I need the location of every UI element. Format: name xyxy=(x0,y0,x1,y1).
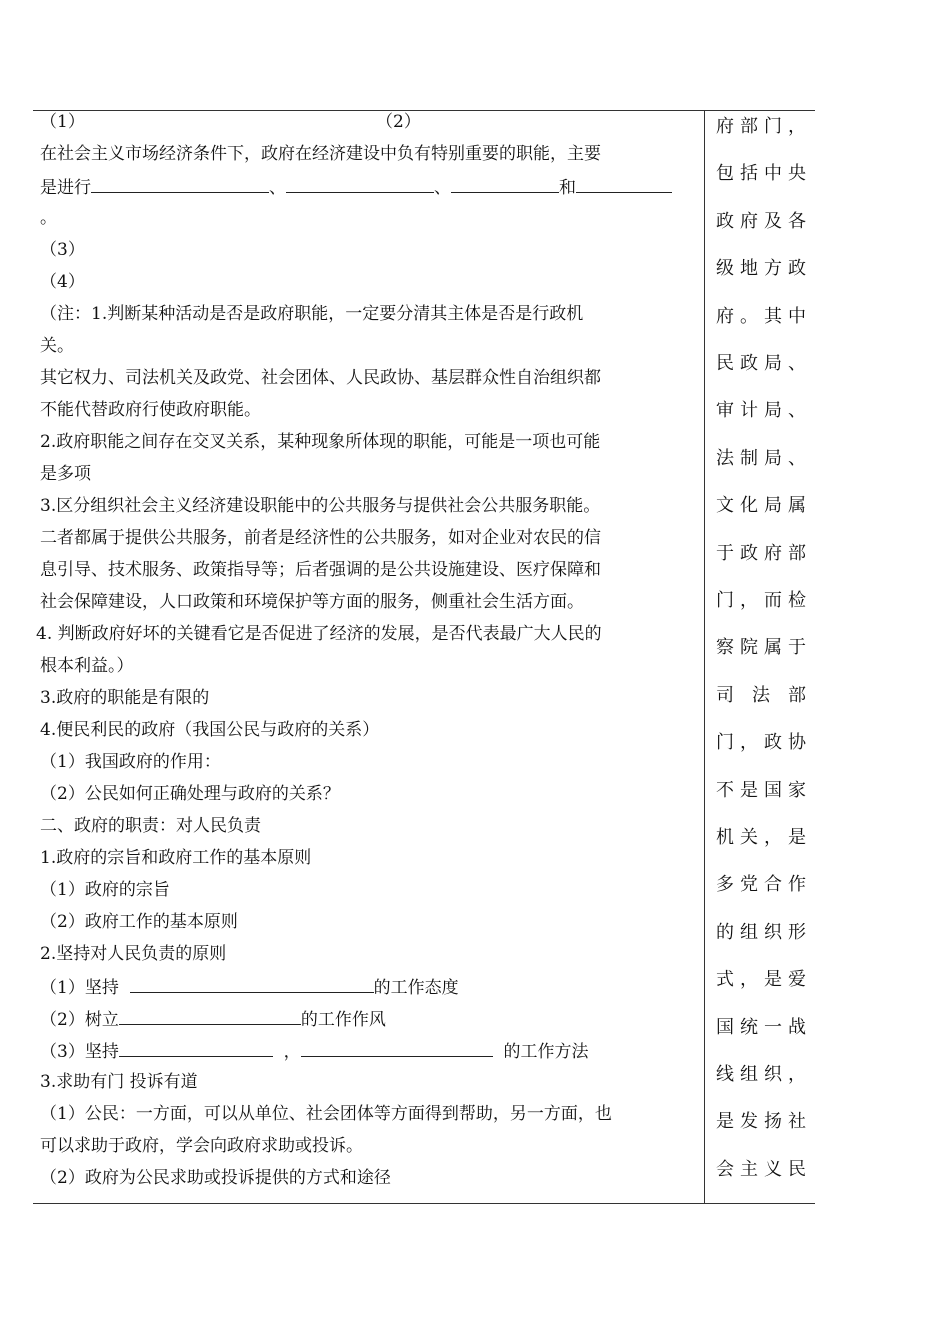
side-note-line: 国 统 一 战 xyxy=(716,1016,806,1038)
text-line: 4. 判断政府好坏的关键看它是否促进了经济的发展，是否代表最广大人民的 xyxy=(36,624,602,644)
text-line: 其它权力、司法机关及政党、社会团体、人民政协、基层群众性自治组织都 xyxy=(40,368,601,388)
fill-blank[interactable] xyxy=(130,974,374,993)
text-line: 在社会主义市场经济条件下，政府在经济建设中负有特别重要的职能，主要 xyxy=(40,144,601,164)
side-note-line: 式 ， 是 爱 xyxy=(716,969,806,991)
column-divider xyxy=(704,110,705,1204)
text-segment: 、 xyxy=(269,178,286,198)
text-line: 3.求助有门 投诉有道 xyxy=(40,1072,198,1092)
fill-blank[interactable] xyxy=(576,174,672,193)
side-note-line: 法 制 局 、 xyxy=(716,447,806,469)
fill-blank[interactable] xyxy=(119,1006,301,1025)
fill-blank[interactable] xyxy=(301,1038,493,1057)
text-line: 可以求助于政府，学会向政府求助或投诉。 xyxy=(40,1136,363,1156)
text-line: （4） xyxy=(40,272,85,292)
text-segment: 、 xyxy=(434,178,451,198)
text-line: 3.政府的职能是有限的 xyxy=(40,688,210,708)
text-line: （3） xyxy=(40,240,85,260)
side-note-line: 不 是 国 家 xyxy=(716,779,806,801)
text-line: 关。 xyxy=(40,336,74,356)
text-line: 2.政府职能之间存在交叉关系，某种现象所体现的职能，可能是一项也可能 xyxy=(40,432,601,452)
side-note-line: 的 组 织 形 xyxy=(716,921,806,943)
text-line: 根本利益。） xyxy=(40,656,134,676)
side-note-line: 府 部 门 ， xyxy=(716,116,806,137)
text-segment: 的工作方法 xyxy=(503,1042,589,1062)
side-note-line: 机 关 ， 是 xyxy=(716,827,806,848)
fill-blank-line xyxy=(40,1038,588,1062)
text-segment: 和 xyxy=(559,178,576,198)
fill-blank[interactable] xyxy=(451,174,559,193)
side-note-line: 级 地 方 政 xyxy=(716,258,806,280)
side-note-line: 线 组 织 ， xyxy=(716,1064,806,1085)
text-line: （2）政府工作的基本原则 xyxy=(40,912,238,932)
fill-blank-line xyxy=(40,174,672,198)
text-segment: 的工作作风 xyxy=(300,1010,386,1030)
side-note-line: 门 ， 政 协 xyxy=(716,732,806,754)
text-line: 是多项 xyxy=(40,464,91,484)
side-note-line: 门 ， 而 检 xyxy=(716,590,806,611)
text-line: （1）我国政府的作用： xyxy=(40,752,221,772)
text-segment: （1）坚持 xyxy=(40,978,119,998)
text-line: （2）公民如何正确处理与政府的关系？ xyxy=(40,784,340,804)
fill-blank[interactable] xyxy=(91,174,269,193)
text-line xyxy=(40,110,421,134)
text-segment: （3）坚持 xyxy=(40,1042,119,1062)
side-note-line: 文 化 局 属 xyxy=(716,495,806,517)
text-line: （1）公民：一方面，可以从单位、社会团体等方面得到帮助，另一方面，也 xyxy=(40,1104,612,1124)
text-line: 3.区分组织社会主义经济建设职能中的公共服务与提供社会公共服务职能。 xyxy=(40,496,601,516)
side-note-line: 于 政 府 部 xyxy=(716,542,806,564)
side-note-line: 司 法 部 xyxy=(716,684,806,706)
fill-blank[interactable] xyxy=(119,1038,273,1057)
fill-blank[interactable] xyxy=(286,174,434,193)
text-line: 不能代替政府行使政府职能。 xyxy=(40,400,261,420)
text-line: （2）政府为公民求助或投诉提供的方式和途径 xyxy=(40,1168,391,1188)
text-line: 社会保障建设，人口政策和环境保护等方面的服务，侧重社会生活方面。 xyxy=(40,592,584,612)
side-note-line: 府 。 其 中 xyxy=(716,305,806,327)
item-2-label: （2） xyxy=(376,112,421,132)
text-line: 4.便民利民的政府（我国公民与政府的关系） xyxy=(40,720,380,740)
side-note-line: 包 括 中 央 xyxy=(716,163,806,185)
item-1-label: （1） xyxy=(40,112,85,132)
text-segment: 是进行 xyxy=(40,178,91,198)
text-line: （注：1.判断某种活动是否是政府职能，一定要分清其主体是否是行政机 xyxy=(40,304,584,324)
text-line: （1）政府的宗旨 xyxy=(40,880,170,900)
side-note-line: 是 发 扬 社 xyxy=(716,1111,806,1133)
text-segment: 的工作态度 xyxy=(373,978,459,998)
side-note-line: 多 党 合 作 xyxy=(716,874,806,896)
text-line: 。 xyxy=(40,208,57,228)
side-note-line: 会 主 义 民 xyxy=(716,1158,806,1180)
text-segment: （2）树立 xyxy=(40,1010,119,1030)
text-line: 1.政府的宗旨和政府工作的基本原则 xyxy=(40,848,312,868)
text-line: 二者都属于提供公共服务，前者是经济性的公共服务，如对企业对农民的信 xyxy=(40,528,601,548)
fill-blank-line xyxy=(40,1006,386,1030)
text-segment: ， xyxy=(283,1042,301,1062)
side-note-line: 察 院 属 于 xyxy=(716,637,806,659)
text-line: 息引导、技术服务、政策指导等；后者强调的是公共设施建设、医疗保障和 xyxy=(40,560,601,580)
section-heading: 二、政府的职责：对人民负责 xyxy=(40,816,261,836)
fill-blank-line xyxy=(40,974,459,998)
side-note-line: 审 计 局 、 xyxy=(716,400,806,422)
side-note-line: 民 政 局 、 xyxy=(716,353,806,374)
text-line: 2.坚持对人民负责的原则 xyxy=(40,944,227,964)
side-note-line: 政 府 及 各 xyxy=(716,210,806,232)
